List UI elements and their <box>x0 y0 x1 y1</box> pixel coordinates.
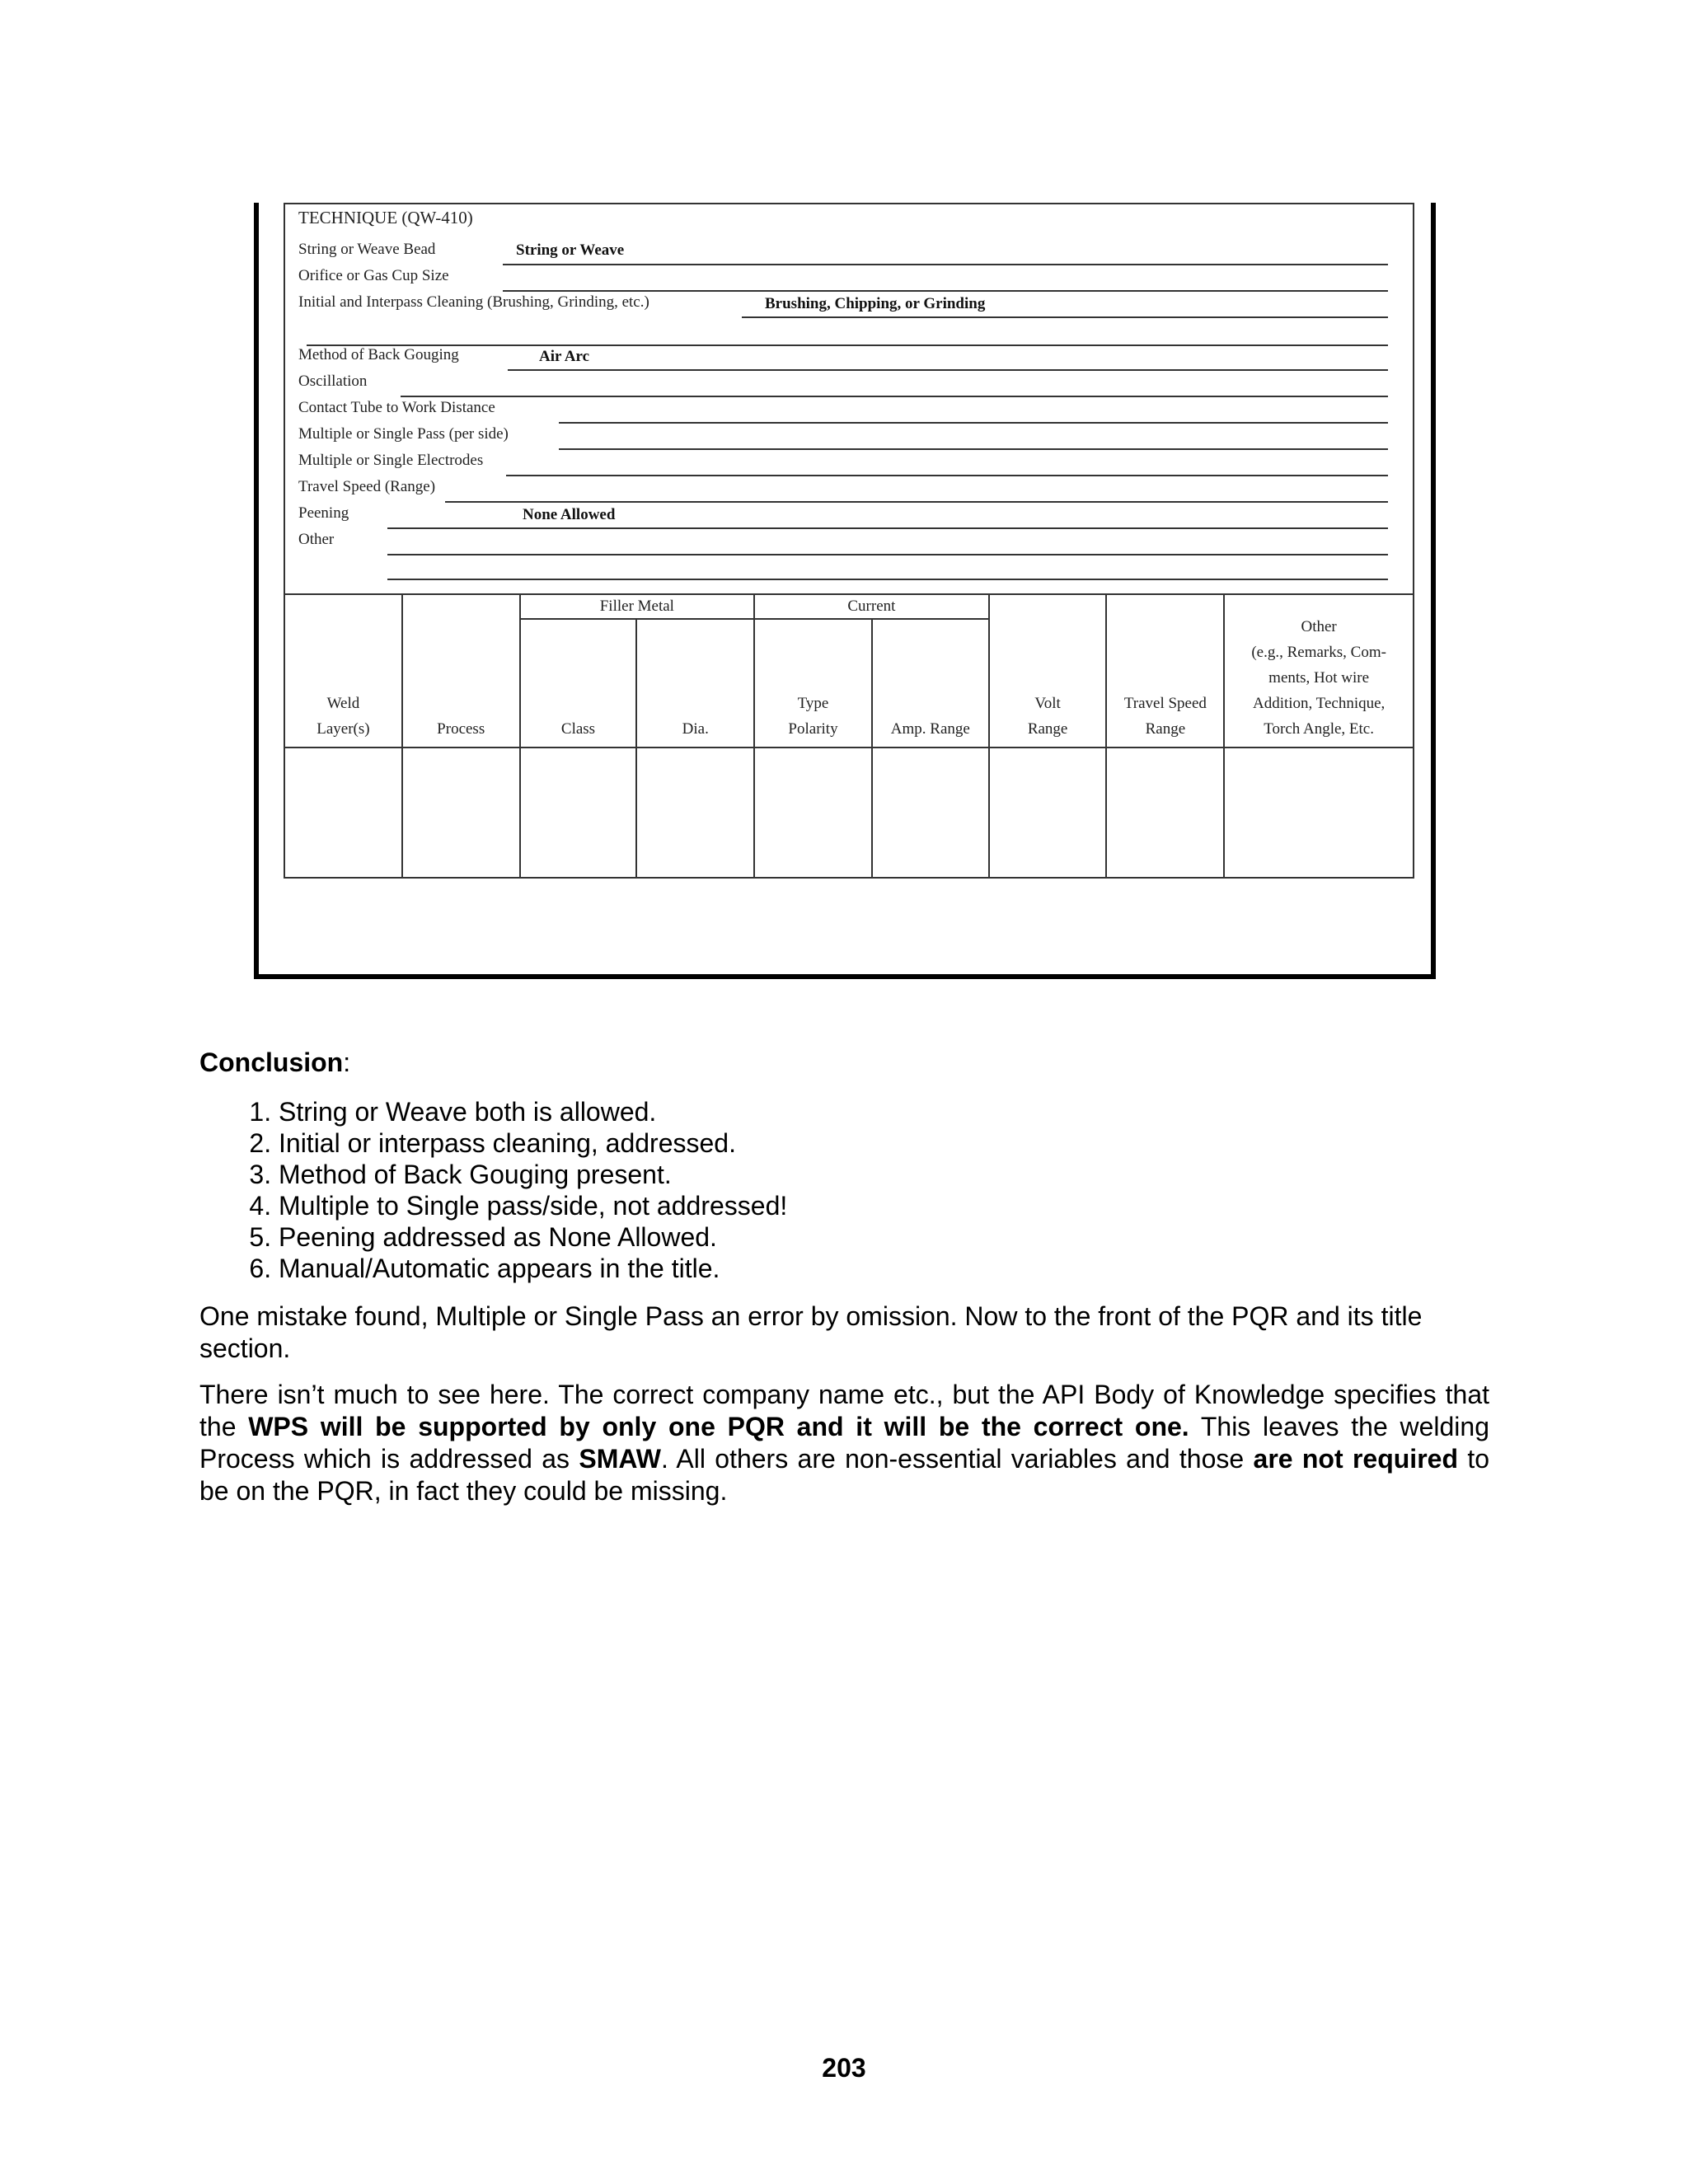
field-label: Travel Speed (Range) <box>298 478 436 495</box>
field-line <box>445 478 1388 503</box>
form-row-string-weave <box>285 241 1413 267</box>
field-label: Initial and Interpass Cleaning (Brushing, Grinding, etc.) <box>298 293 649 311</box>
form-row-multiple-single-electrodes <box>285 452 1413 478</box>
list-item: 3. Method of Back Gouging present. <box>279 1159 787 1190</box>
field-label: Orifice or Gas Cup Size <box>298 267 449 284</box>
form-row-cleaning <box>285 293 1413 320</box>
col-class: Class <box>520 619 637 748</box>
paragraph-mistake-found: One mistake found, Multiple or Single Pass an error by omission. Now to the front of the PQR and its title section. <box>199 1301 1423 1363</box>
weld-parameters-table <box>284 593 1414 879</box>
col-type-polarity: Type Polarity <box>754 619 872 748</box>
field-label: Method of Back Gouging <box>298 346 459 363</box>
col-other: Other (e.g., Remarks, Com- ments, Hot wire Addition, Technique, Torch Angle, Etc. <box>1224 594 1414 748</box>
col-process: Process <box>402 594 520 748</box>
table-cell <box>872 748 989 878</box>
table-cell <box>1106 748 1224 878</box>
table-cell <box>402 748 520 878</box>
form-row-peening <box>285 504 1413 531</box>
form-row-travel-speed <box>285 478 1413 504</box>
form-row-multiple-single-pass <box>285 425 1413 452</box>
field-line <box>508 346 1388 371</box>
field-line <box>559 425 1388 450</box>
field-line <box>559 399 1388 424</box>
table-cell <box>520 748 637 878</box>
list-item: 5. Peening addressed as None Allowed. <box>279 1221 787 1253</box>
form-row-back-gouging <box>285 346 1413 373</box>
table-cell <box>754 748 872 878</box>
col-amp-range: Amp. Range <box>872 619 989 748</box>
field-label: Multiple or Single Pass (per side) <box>298 425 509 443</box>
form-row-orifice <box>285 267 1413 293</box>
form-row-cleaning-continued <box>285 321 1413 348</box>
list-item: 1. String or Weave both is allowed. <box>279 1096 787 1127</box>
col-volt-range: Volt Range <box>989 594 1107 748</box>
field-label: Other <box>298 531 335 548</box>
form-row-other-continued <box>285 555 1413 582</box>
conclusion-heading: Conclusion: <box>199 1047 351 1077</box>
field-value: Air Arc <box>539 348 590 365</box>
col-travel-speed: Travel Speed Range <box>1106 594 1224 748</box>
form-row-contact-tube <box>285 399 1413 425</box>
group-filler-metal: Filler Metal <box>520 594 755 619</box>
conclusion-list <box>199 1096 787 1284</box>
field-line <box>503 241 1388 265</box>
form-row-other <box>285 531 1413 557</box>
table-cell <box>1224 748 1414 878</box>
form-row-oscillation <box>285 373 1413 399</box>
table-cell <box>989 748 1107 878</box>
table-cell <box>284 748 402 878</box>
field-line <box>503 267 1388 292</box>
table-row <box>284 748 1414 878</box>
page-number: 203 <box>822 2053 866 2083</box>
paragraph-pqr-title: There isn’t much to see here. The correct company name etc., but the API Body of Knowledge specifies that the WPS will be supported by only one PQR and it will be the correct one. This leaves the welding Process which is addressed as SMAW. All others are non-essential variables and those are not required to be on the PQR, in fact they could be missing. <box>199 1380 1490 1506</box>
field-value: None Allowed <box>523 506 616 523</box>
field-label: Contact Tube to Work Distance <box>298 399 495 416</box>
field-line <box>387 531 1388 555</box>
col-dia: Dia. <box>636 619 754 748</box>
field-line <box>506 452 1388 476</box>
list-item: 4. Multiple to Single pass/side, not addressed! <box>279 1190 787 1221</box>
list-item: 6. Manual/Automatic appears in the title. <box>279 1253 787 1284</box>
group-current: Current <box>754 594 989 619</box>
field-value: String or Weave <box>516 241 625 259</box>
technique-section <box>284 203 1414 595</box>
list-item: 2. Initial or interpass cleaning, addressed. <box>279 1127 787 1159</box>
field-line <box>307 321 1388 346</box>
field-line <box>387 555 1388 580</box>
col-weld-layers: Weld Layer(s) <box>284 594 402 748</box>
technique-form <box>284 203 1414 879</box>
field-label: Oscillation <box>298 373 368 390</box>
table-cell <box>636 748 754 878</box>
field-line <box>401 373 1388 397</box>
field-value: Brushing, Chipping, or Grinding <box>765 295 986 312</box>
field-label: String or Weave Bead <box>298 241 436 258</box>
field-label: Peening <box>298 504 349 522</box>
technique-title: TECHNIQUE (QW-410) <box>298 208 473 227</box>
field-label: Multiple or Single Electrodes <box>298 452 484 469</box>
